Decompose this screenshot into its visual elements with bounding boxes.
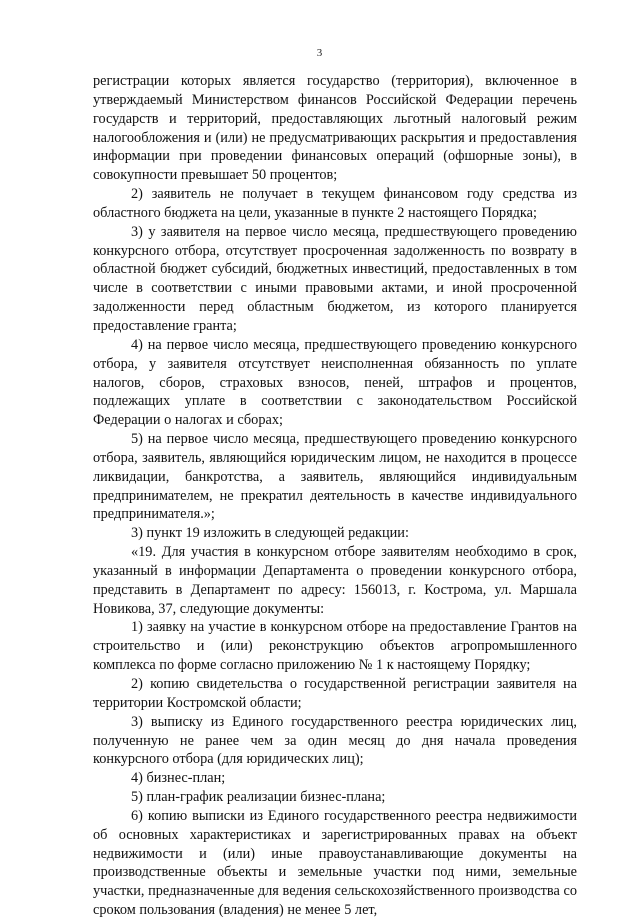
paragraph-item-5: 5) на первое число месяца, предшествующего проведению конкурсного отбора, заявитель, являющийся юридическим лицом, не находится в процессе ликвидации, банкротства, а заявитель, являющийся индивидуальным предпринимателем, не прекратил деятельность в качестве индивидуального предпринимателя.»; [93,431,577,523]
paragraph-item-2: 2) заявитель не получает в текущем финансовом году средства из областного бюджета на цели, указанные в пункте 2 настоящего Порядка; [93,186,577,221]
paragraph-clause-19: «19. Для участия в конкурсном отборе заявителям необходимо в срок, указанный в информации Департамента о проведении конкурсного отбора, представить в Департамент по адресу: 156013, г. Кострома, ул. Маршала Новикова, 37, следующие документы: [93,544,577,617]
paragraph-doc-5: 5) план-график реализации бизнес-плана; [131,789,386,806]
paragraph-doc-6: 6) копию выписки из Единого государственного реестра недвижимости об основных характеристиках и зарегистрированных правах на объект недвижимости и (или) иные правоустанавливающие документы на производственные объекты и земельные участки под ними, земельные участки, предназначенные для ведения сельскохозяйственного производства со сроком пользования (владения) не менее 5 лет, [93,807,577,919]
paragraph-continuation: регистрации которых является государство (территория), включенное в утверждаемый Министерством финансов Российской Федерации перечень государств и территорий, предоставляющих льготный налоговый режим налогообложения и (или) не предусматривающих раскрытия и предоставления информации при проведении финансовых операций (офшорные зоны), в совокупности превышает 50 процентов; [93,73,577,184]
paragraph-doc-2: 2) копию свидетельства о государственной регистрации заявителя на территории Костромской области; [93,676,577,711]
paragraph-doc-1: 1) заявку на участие в конкурсном отборе на предоставление Грантов на строительство и (или) реконструкцию объектов агропромышленного комплекса по форме согласно приложению № 1 к настоящему Порядку; [93,619,577,674]
paragraph-item-3: 3) у заявителя на первое число месяца, предшествующего проведению конкурсного отбора, отсутствует просроченная задолженность по возврату в областной бюджет субсидий, бюджетных инвестиций, предоставленных в том числе в соответствии с иными правовыми актами, и иной просроченной задолженности перед областным бюджетом, из которого планируется предоставление гранта; [93,223,577,334]
page-number: 3 [316,47,323,59]
paragraph-doc-4: 4) бизнес-план; [131,770,226,787]
document-body [93,72,577,920]
paragraph-doc-3: 3) выписку из Единого государственного реестра юридических лиц, полученную не ранее чем за один месяц до дня начала проведения конкурсного отбора (для юридических лиц); [93,713,577,768]
paragraph-item-4: 4) на первое число месяца, предшествующего проведению конкурсного отбора, у заявителя отсутствует неисполненная обязанность по уплате налогов, сборов, страховых взносов, пеней, штрафов и процентов, подлежащих уплате в соответствии с законодательством Российской Федерации о налогах и сборах; [93,336,577,429]
paragraph-amendment-3: 3) пункт 19 изложить в следующей редакции: [131,525,409,542]
